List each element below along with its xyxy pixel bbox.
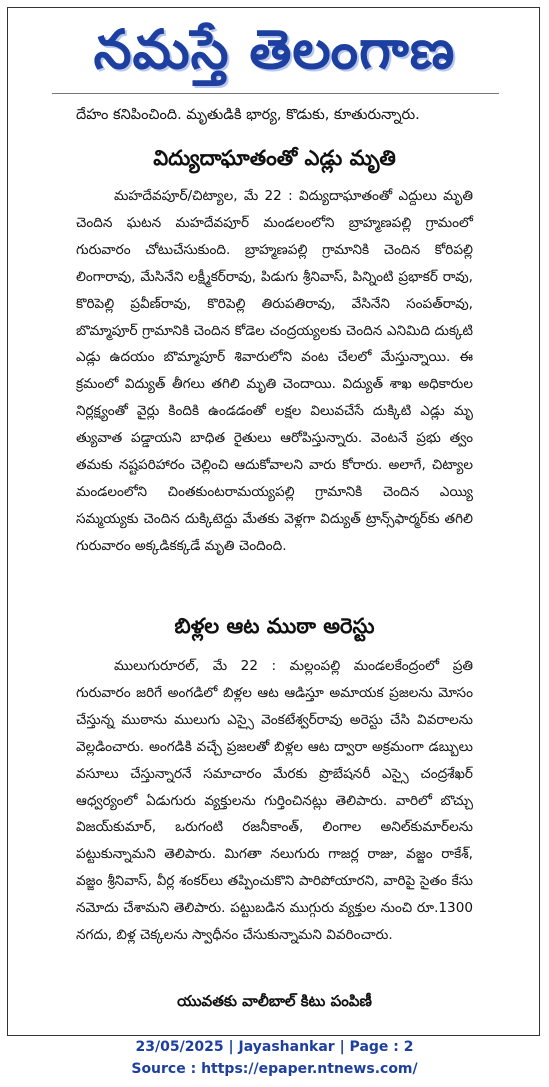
next-article-headline: యువతకు వాలీబాల్ కిటు పంపిణీ (177, 992, 372, 1010)
article1-headline: విద్యుదాఘాతంతో ఎడ్లు మృతి (153, 146, 396, 170)
article2-headline: బిళ్లల ఆట ముఠా అరెస్టు (174, 614, 375, 638)
article1-body: మహదేవపూర్/చిట్యాల, మే 22 : విద్యుదాఘాతంతో ఎద్దులు మృతి చెందిన ఘటన మహదేవపూర్ మండలంలోని బ్రాహ్మణపల్లి గ్రామంలో గురువారం చోటుచేసుకుంది. బ్రాహ్మణపల్లి గ్రామానికి చెందిన కోరిపల్లి లింగారావు, మేసినేని లక్ష్మీకర్‌రావు, పిడుగు శ్రీనివాస్, పిన్నింటి ప్రభాకర్ రావు, కొరిపెల్లి ప్రవీణ్‌రావు, కొరిపెల్లి తిరుపతిరావు, వేసినేని సంపత్‌రావు, బొమ్మాపూర్ గ్రామానికి చెందిన కోడెల చంద్రయ్యలకు చెందిన ఎనిమిది దుక్కటి ఎడ్లు ఉదయం బొమ్మాపూర్ శివారులోని వంట చేలలో మేస్తున్నాయి. ఈ క్రమంలో విద్యుత్ తీగలు తగిలి మృతి చెందాయి. విద్యుత్ శాఖ అధికారుల నిర్లక్ష్యంతో వైర్లు కిందికి ఉండడంతో లక్షల విలువచేసే దుక్కిటి ఎడ్లు మృ త్యువాత పడ్డాయని బాధిత రైతులు ఆరోపిస్తున్నారు. వెంటనే ప్రభు త్వం తమకు నష్టపరిహారం చెల్లించి ఆదుకోవాలని వారు కోరారు. అలాగే, చిట్యాల మండలంలోని చింతకుంటరామయ్యపల్లి గ్రామానికి చెందిన ఎయ్యి సమ్మయ్యకు చెందిన దుక్కిటెద్దు మేతకు వెళ్లగా విద్యుత్ ట్రాన్స్‌ఫార్మర్‌కు తగిలి గురువారం అక్కడికక్కడే మృతి చెందింది. (76, 188, 473, 554)
source-link[interactable]: Source : https://epaper.ntnews.com/ (131, 1061, 418, 1077)
article2-body: ములుగురూరల్, మే 22 : మల్లంపల్లి మండలకేంద్రంలో ప్రతి గురువారం జరిగే అంగడిలో బిళ్లల ఆట ఆడిస్తూ అమాయక ప్రజలను మోసం చేస్తున్న ముఠాను ములుగు ఎస్సై వెంకటేశ్వర్‌రావు అరెస్టు చేసి వివరాలను వెల్లడించారు. అంగడికి వచ్చే ప్రజలతో బిళ్లల ఆట ద్వారా అక్రమంగా డబ్బులు వసూలు చేస్తున్నారనే సమాచారం మేరకు ప్రొబేషనరీ ఎస్సై చంద్రశేఖర్ ఆధ్వర్యంలో ఏడుగురు వ్యక్తులను గుర్తించినట్లు తెలిపారు. వారిలో బొచ్చు విజయ్‌కుమార్, ఒరుగంటి రజనీకాంత్, లింగాల అనిల్‌కుమార్‌లను పట్టుకున్నామని తెలిపారు. మిగతా నలుగురు గాజర్ల రాజు, వజ్జం రాకేశ్, వజ్జం శ్రీనివాస్, వీర్ల శంకర్‌లు తప్పించుకొని పారిపోయారని, వారిపై సైతం కేసు నమోదు చేశామని తెలిపారు. పట్టుబడిన ముగ్గురు వ్యక్తుల నుంచి రూ.1300 నగదు, బిళ్ల చెక్కలను స్వాధీనం చేసుకున్నామని వివరించారు. (76, 658, 473, 944)
edition-info: 23/05/2025 | Jayashankar | Page : 2 (135, 1039, 414, 1055)
masthead-divider (52, 93, 499, 94)
newspaper-masthead: నమస్తే తెలంగాణ (93, 17, 456, 81)
previous-article-tail: దేహం కనిపించింది. మృతుడికి భార్య, కొడుకు, కూతురున్నారు. (76, 107, 420, 123)
